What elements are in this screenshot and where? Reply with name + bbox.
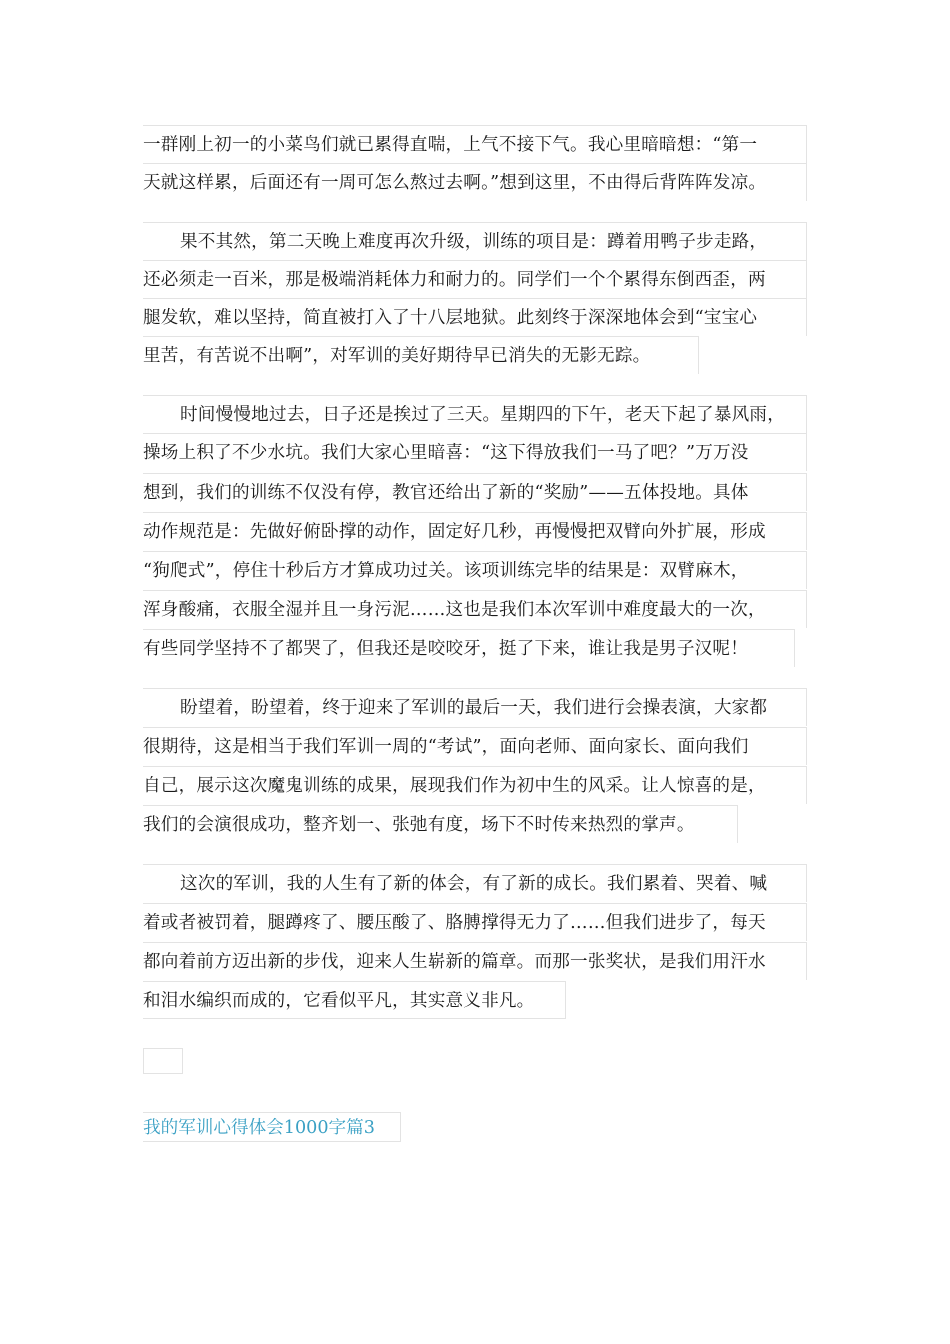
paragraph-3-line-1: 时间慢慢地过去，日子还是挨过了三天。星期四的下午，老天下起了暴风雨， (143, 395, 807, 433)
paragraph-3-line-6: 浑身酸痛，衣服全湿并且一身污泥……这也是我们本次军训中难度最大的一次， (143, 590, 807, 628)
paragraph-4-line-3: 自己，展示这次魔鬼训练的成果，展现我们作为初中生的风采。让人惊喜的是， (143, 766, 807, 804)
paragraph-3-line-2: 操场上积了不少水坑。我们大家心里暗喜：“这下得放我们一马了吧？”万万没 (143, 433, 807, 471)
paragraph-3-line-5: “狗爬式”，停住十秒后方才算成功过关。该项训练完毕的结果是：双臂麻木， (143, 551, 807, 589)
empty-text-box (143, 1048, 183, 1074)
paragraph-5-line-2: 着或者被罚着，腿蹲疼了、腰压酸了、胳膊撑得无力了……但我们进步了，每天 (143, 903, 807, 941)
paragraph-3-line-7: 有些同学坚持不了都哭了，但我还是咬咬牙，挺了下来，谁让我是男子汉呢！ (143, 629, 795, 667)
paragraph-4-line-1: 盼望着，盼望着，终于迎来了军训的最后一天，我们进行会操表演，大家都 (143, 688, 807, 726)
paragraph-1-line-1: 一群刚上初一的小菜鸟们就已累得直喘，上气不接下气。我心里暗暗想：“第一 (143, 125, 807, 163)
paragraph-4-line-4: 我们的会演很成功，整齐划一、张弛有度，场下不时传来热烈的掌声。 (143, 805, 738, 843)
paragraph-5-line-1: 这次的军训，我的人生有了新的体会，有了新的成长。我们累着、哭着、喊 (143, 864, 807, 902)
paragraph-2-line-1: 果不其然，第二天晚上难度再次升级，训练的项目是：蹲着用鸭子步走路， (143, 222, 807, 260)
paragraph-5-line-3: 都向着前方迈出新的步伐，迎来人生崭新的篇章。而那一张奖状，是我们用汗水 (143, 942, 807, 980)
paragraph-2-line-3: 腿发软，难以坚持，简直被打入了十八层地狱。此刻终于深深地体会到“宝宝心 (143, 298, 807, 336)
paragraph-1-line-2: 天就这样累，后面还有一周可怎么熬过去啊。”想到这里，不由得后背阵阵发凉。 (143, 163, 807, 201)
paragraph-5-line-4: 和泪水编织而成的，它看似平凡，其实意义非凡。 (143, 981, 566, 1019)
section-heading: 我的军训心得体会1000字篇3 (143, 1112, 401, 1142)
paragraph-3-line-3: 想到，我们的训练不仅没有停，教官还给出了新的“奖励”——五体投地。具体 (143, 473, 807, 511)
paragraph-2-line-2: 还必须走一百米，那是极端消耗体力和耐力的。同学们一个个累得东倒西歪，两 (143, 260, 807, 298)
paragraph-2-line-4: 里苦，有苦说不出啊”，对军训的美好期待早已消失的无影无踪。 (143, 336, 699, 374)
paragraph-3-line-4: 动作规范是：先做好俯卧撑的动作，固定好几秒，再慢慢把双臂向外扩展，形成 (143, 512, 807, 550)
paragraph-4-line-2: 很期待，这是相当于我们军训一周的“考试”，面向老师、面向家长、面向我们 (143, 727, 807, 765)
